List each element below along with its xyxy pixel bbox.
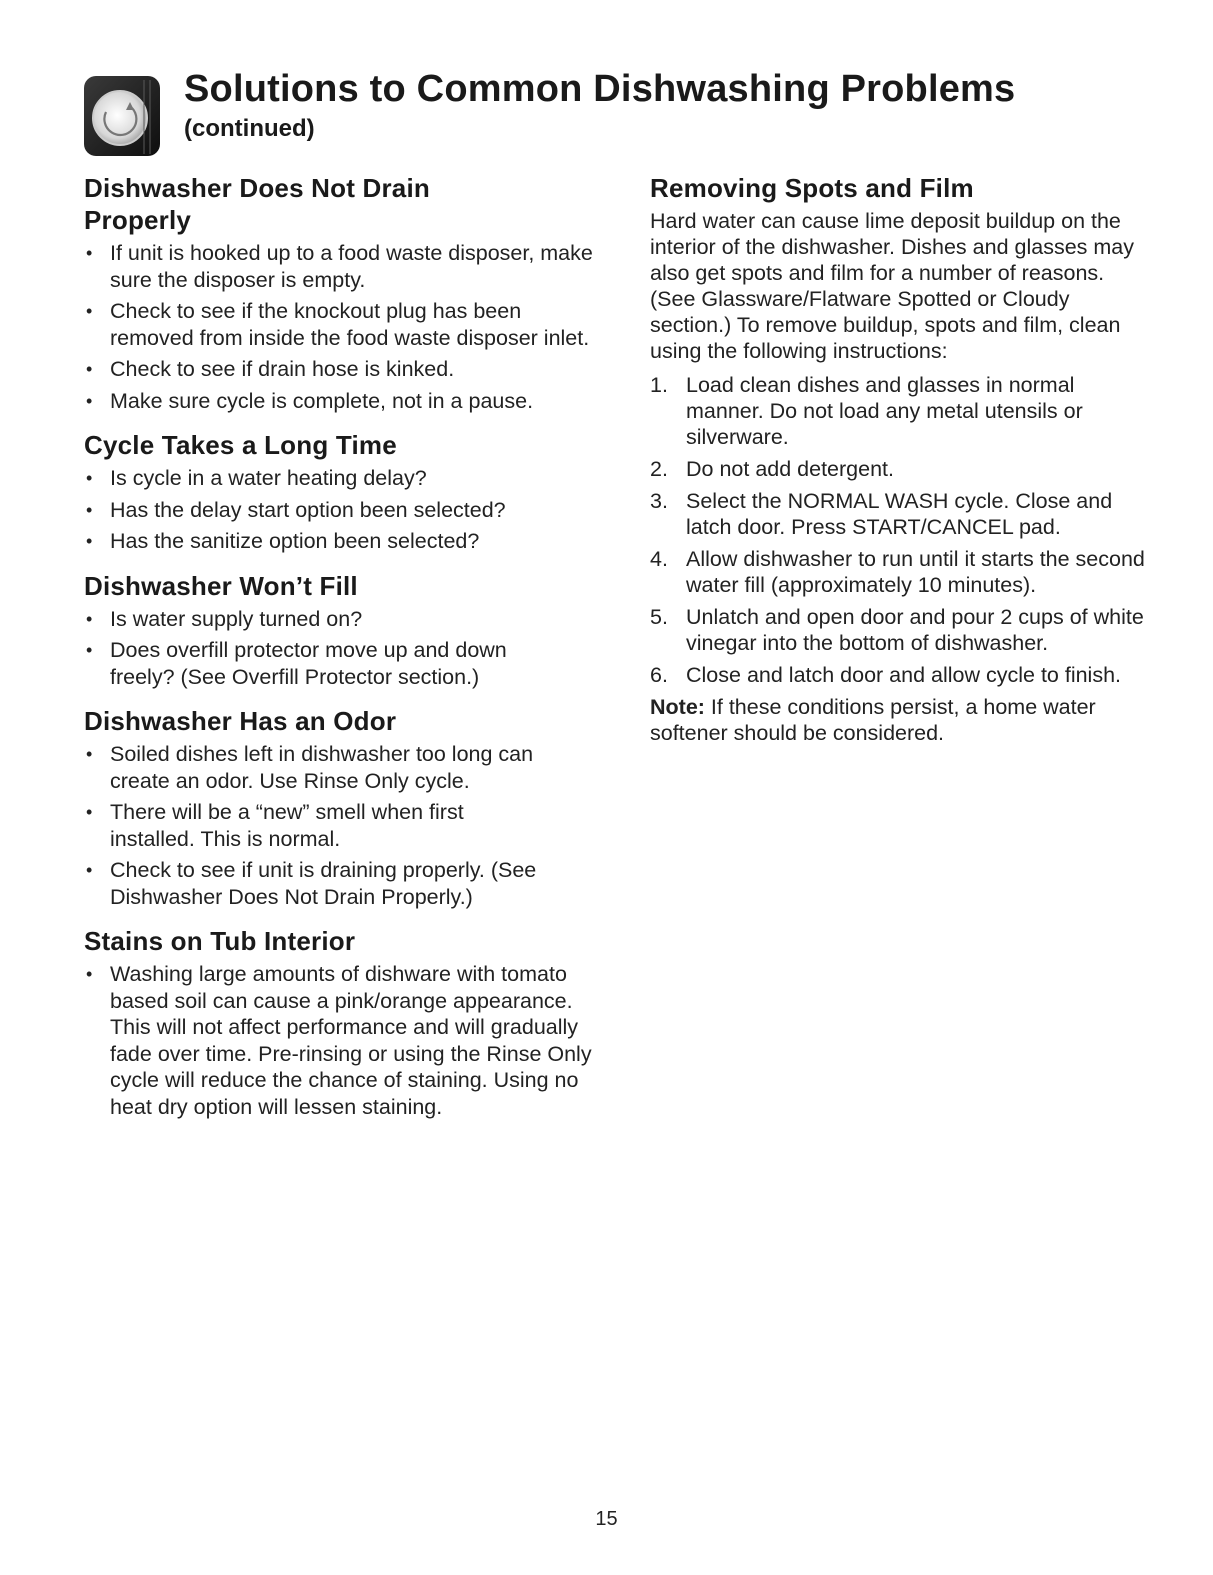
right-column [650, 172, 1150, 746]
section-long-time [84, 429, 594, 555]
section-heading: Dishwasher Won’t Fill [84, 570, 358, 601]
section-odor [84, 705, 594, 910]
list-item: • Check to see if unit is draining properly. (See Dishwasher Does Not Drain Properly.) [86, 858, 537, 909]
bullet-icon: • [86, 301, 93, 321]
left-column [84, 172, 594, 1125]
section-drain [84, 172, 594, 414]
section-heading: Cycle Takes a Long Time [84, 430, 397, 460]
section-heading: Dishwasher Does Not Drain Properly [84, 173, 430, 235]
bullet-icon: • [86, 640, 93, 660]
note-paragraph [650, 694, 1150, 746]
step-item: 3. Select the NORMAL WASH cycle. Close and latch door. Press START/CANCEL pad. [650, 489, 1113, 539]
list-item: • Check to see if the knockout plug has been removed from inside the food waste disposer inlet. [86, 299, 590, 350]
bullet-icon: • [86, 531, 93, 551]
section-heading: Stains on Tub Interior [84, 926, 356, 956]
bullet-icon: • [86, 390, 93, 411]
section-wont-fill [84, 570, 594, 691]
section-stains [84, 925, 594, 1120]
section-heading: Removing Spots and Film [650, 173, 974, 203]
intro-paragraph: Hard water can cause lime deposit buildup on the interior of the dishwasher. Dishes and glasses may also get spots and film for a number of reasons. (See Glassware/Flatware Spotted or Cloudy section.) To remove buildup, spots and film, clean using the following instructions: [650, 209, 1134, 363]
page-title: Solutions to Common Dishwashing Problems [184, 68, 1016, 110]
list-item: • Does overfill protector move up and down freely? (See Overfill Protector section.) [86, 638, 507, 689]
page-header [80, 66, 1180, 162]
bullet-icon: • [86, 608, 93, 629]
step-item: 5. Unlatch and open door and pour 2 cups of white vinegar into the bottom of dishwasher. [650, 605, 1144, 655]
page-subtitle: (continued) [184, 115, 315, 142]
section-heading: Dishwasher Has an Odor [84, 706, 397, 736]
bullet-icon: • [86, 964, 93, 984]
step-item: 6. Close and latch door and allow cycle to finish. [650, 663, 1122, 687]
list-item: • There will be a “new” smell when first installed. This is normal. [86, 800, 464, 851]
note-label: Note: [650, 695, 705, 719]
list-item: • Soiled dishes left in dishwasher too long can create an odor. Use Rinse Only cycle. [86, 742, 534, 793]
list-item: • If unit is hooked up to a food waste disposer, make sure the disposer is empty. [86, 241, 593, 292]
bullet-icon: • [86, 744, 93, 764]
steps-list [650, 372, 1150, 688]
bullet-icon: • [86, 860, 93, 880]
list-item: • Make sure cycle is complete, not in a pause. [86, 388, 534, 413]
page-number: 15 [595, 1508, 618, 1530]
note-text: If these conditions persist, a home water softener should be considered. [650, 695, 1096, 745]
list-item: • Is water supply turned on? [86, 606, 363, 631]
list-item: • Is cycle in a water heating delay? [86, 466, 427, 490]
list-item: • Has the delay start option been selected? [86, 497, 506, 522]
dishwasher-logo-icon [80, 74, 166, 160]
bullet-icon: • [86, 359, 93, 379]
bullet-icon: • [86, 802, 93, 822]
step-item: 4. Allow dishwasher to run until it starts the second water fill (approximately 10 minutes). [650, 547, 1145, 597]
list-item: • Has the sanitize option been selected? [86, 529, 480, 553]
bullet-icon: • [86, 499, 93, 520]
step-item: 2. Do not add detergent. [650, 457, 894, 481]
bullet-icon: • [86, 468, 93, 488]
bullet-icon: • [86, 243, 93, 263]
step-item: 1. Load clean dishes and glasses in normal manner. Do not load any metal utensils or silverware. [650, 373, 1083, 449]
list-item: • Check to see if drain hose is kinked. [86, 357, 455, 381]
list-item: • Washing large amounts of dishware with tomato based soil can cause a pink/orange appearance. This will not affect performance and will gradually fade over time. Pre-rinsing or using the Rinse Only cycle will reduce the chance of staining. Using no heat dry option will lessen staining. [86, 962, 592, 1119]
